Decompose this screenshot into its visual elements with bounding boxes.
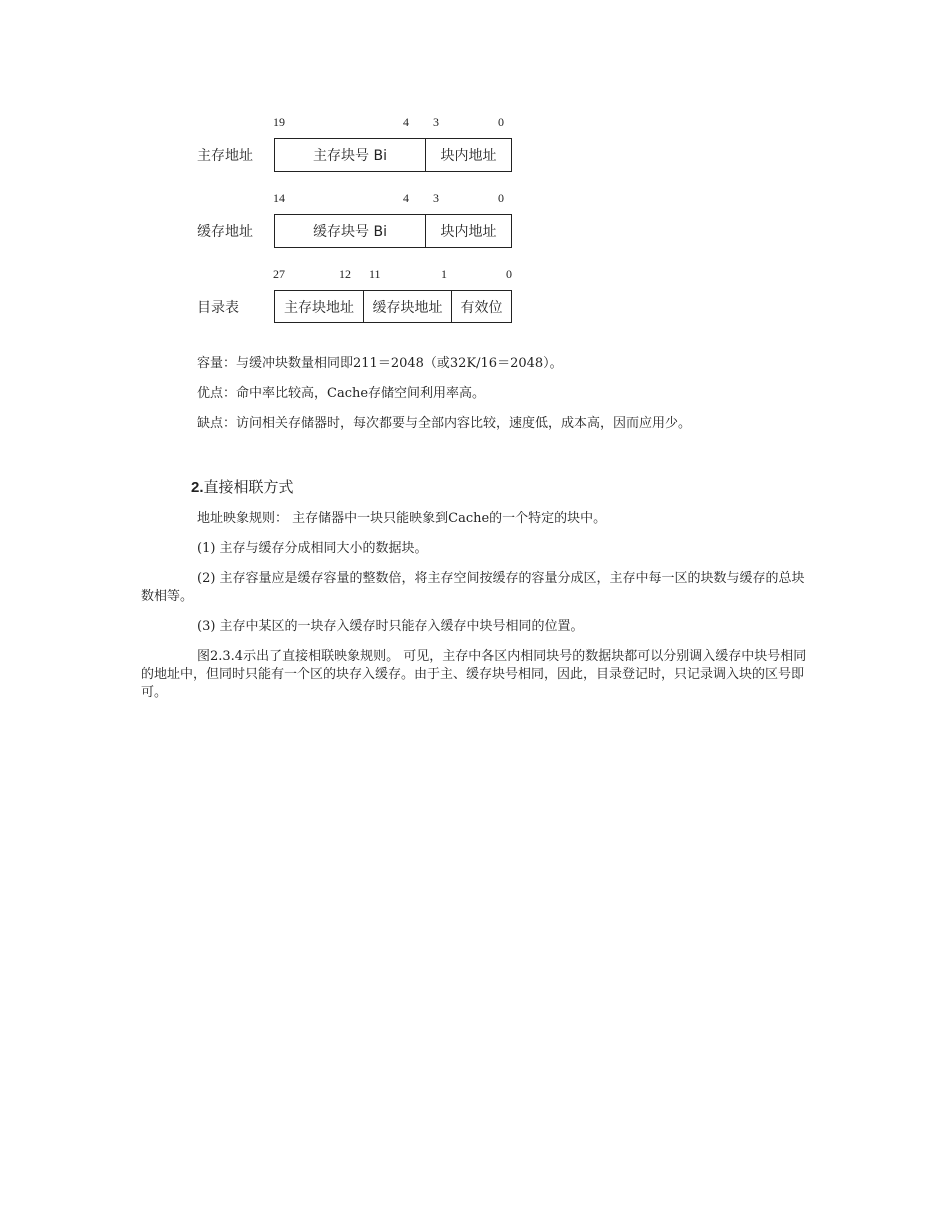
row-label-main-memory-address: 主存地址 (197, 148, 253, 164)
section-title: 直接相联方式 (203, 478, 294, 496)
bit-number: 0 (498, 191, 504, 205)
bit-number: 3 (433, 115, 439, 129)
bit-number: 27 (273, 267, 285, 281)
field-block-offset: 块内地址 (425, 139, 511, 171)
bit-number: 4 (403, 115, 409, 129)
disadvantage-text: 缺点：访问相关存储器时，每次都要与全部内容比较，速度低，成本高，因而应用少。 (197, 416, 692, 431)
field-block-offset: 块内地址 (425, 215, 511, 247)
field-cache-block-number: 缓存块号 Bi (313, 224, 387, 240)
directory-table-box (274, 290, 512, 323)
section-number: 2. (191, 479, 204, 496)
bit-number: 4 (403, 191, 409, 205)
bit-number: 0 (498, 115, 504, 129)
bit-number: 1 (441, 267, 447, 281)
main-memory-address-box (274, 138, 512, 172)
bit-number: 11 (369, 267, 381, 281)
address-format-diagram (0, 0, 950, 340)
figure-note-paragraph: 图2.3.4示出了直接相联映象规则。 可见，主存中各区内相同块号的数据块都可以分别调入缓存中块号相同的地址中，但同时只能有一个区的块存入缓存。由于主、缓存块号相同，因此，目录登记时，只记录调入块的区号即可。 (141, 649, 807, 700)
bit-number: 19 (273, 115, 285, 129)
mapping-rule-3: (3) 主存中某区的一块存入缓存时只能存入缓存中块号相同的位置。 (197, 619, 584, 634)
mapping-rule-1: (1) 主存与缓存分成相同大小的数据块。 (197, 541, 428, 556)
advantage-text: 优点：命中率比较高，Cache存储空间利用率高。 (197, 386, 486, 401)
field-main-block-number: 主存块号 Bi (313, 148, 387, 164)
row-label-directory-table: 目录表 (197, 300, 239, 316)
bit-number: 0 (506, 267, 512, 281)
bit-number: 14 (273, 191, 285, 205)
bit-number: 3 (433, 191, 439, 205)
mapping-rule-intro: 地址映象规则： 主存储器中一块只能映象到Cache的一个特定的块中。 (197, 511, 607, 526)
field-cache-block-address: 缓存块地址 (363, 291, 451, 322)
mapping-rule-2: (2) 主存容量应是缓存容量的整数倍，将主存空间按缓存的容量分成区，主存中每一区的块数与缓存的总块数相等。 (141, 571, 805, 604)
field-main-block-address: 主存块地址 (284, 299, 354, 316)
field-valid-bit: 有效位 (451, 291, 511, 322)
capacity-text: 容量：与缓冲块数量相同即211＝2048（或32K/16＝2048）。 (197, 356, 563, 371)
row-label-cache-address: 缓存地址 (197, 224, 253, 240)
bit-number: 12 (339, 267, 351, 281)
cache-address-box (274, 214, 512, 248)
section-heading (191, 476, 294, 497)
